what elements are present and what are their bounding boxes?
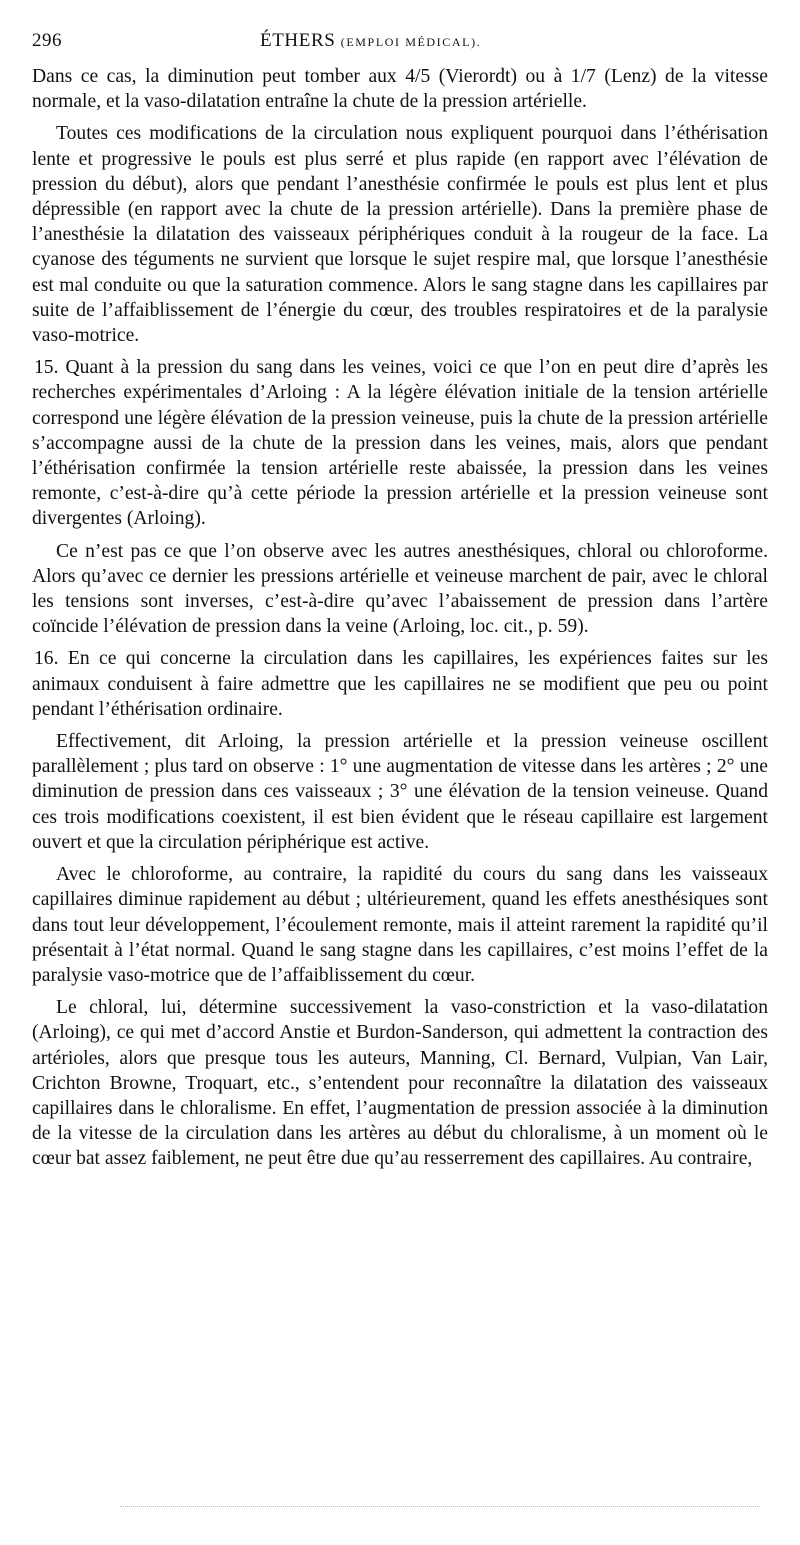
paragraph-section-15: 15. Quant à la pression du sang dans les veines, voici ce que l’on en peut dire d’après les recherches expérimentales d’Arloing : A la légère élévation initiale de la tension artérielle correspond une légère élévation de la pression veineuse, puis la chute de la pression artérielle s’accompagne aussi de la chute de la pression dans les veines, mais, alors que pendant l’éthérisation confirmée la tension artérielle reste abaissée, la pression dans les veines remonte, c’est-à-dire qu’à cette période la pression artérielle et la pression veineuse sont divergentes (Arloing). [32, 357, 768, 530]
book-page [32, 30, 768, 1172]
body-text [32, 64, 768, 1172]
paragraph-section-16: 16. En ce qui concerne la circulation dans les capillaires, les expériences faites sur les animaux conduisent à faire admettre que les capillaires ne se modifient que peu ou point pendant l’éthérisation ordinaire. [32, 648, 768, 720]
running-title [260, 30, 481, 52]
running-title-subtitle: (EMPLOI MÉDICAL). [340, 35, 482, 49]
paragraph-chloral: Le chloral, lui, détermine successivement la vaso-constriction et la vaso-dilatation (Arloing), ce qui met d’accord Anstie et Burdon-Sanderson, qui admettent la contraction des artérioles, alors que presque tous les auteurs, Manning, Cl. Bernard, Vulpian, Van Lair, Crichton Browne, Troquart, etc., s’entendent pour reconnaître la dilatation des vaisseaux capillaires dans le chloralisme. En effet, l’augmentation de pression associée à la diminution de la vitesse de la circulation dans les artères au début du chloralisme, à un moment où le cœur bat assez faiblement, ne peut être due qu’au resserrement des capillaires. Au contraire, [32, 997, 768, 1170]
running-head [32, 30, 768, 64]
paragraph-circulation-summary: Toutes ces modifications de la circulation nous expliquent pourquoi dans l’éthérisation lente et progressive le pouls est plus serré et plus rapide (en rapport avec l’élévation de pression du début), alors que pendant l’anesthésie confirmée le pouls est plus lent et plus dépressible (en rapport avec la chute de la pression artérielle). Dans la première phase de l’anesthésie la dilatation des vaisseaux périphériques conduit à la rougeur de la face. La cyanose des téguments ne survient que lorsque le sujet respire mal, que lorsque l’anesthésie est mal conduite ou que la saturation commence. Alors le sang stagne dans les capillaires par suite de l’affaiblissement de l’énergie du cœur, des troubles respiratoires et de la paralysie vaso-motrice. [32, 123, 768, 347]
page-number: 296 [32, 30, 62, 51]
running-title-main: ÉTHERS [260, 30, 336, 51]
paragraph-other-anesthetics: Ce n’est pas ce que l’on observe avec les autres anesthésiques, chloral ou chloroforme. Alors qu’avec ce dernier les pressions artérielle et veineuse marchent de pair, avec le chloral les tensions sont inverses, c’est-à-dire qu’avec l’abaissement de pression dans l’artère coïncide l’élévation de pression dans la veine (Arloing, loc. cit., p. 59). [32, 540, 768, 638]
paragraph-chloroform: Avec le chloroforme, au contraire, la rapidité du cours du sang dans les vaisseaux capillaires diminue rapidement au début ; ultérieurement, quand les effets anesthésiques sont dans tout leur développement, l’écoulement remonte, mais il atteint rarement la rapidité qu’il présentait à l’état normal. Quand le sang stagne dans les capillaires, c’est moins l’effet de la paralysie vaso-motrice que de l’affaiblissement du cœur. [32, 864, 768, 986]
faint-footer-rule [120, 1500, 760, 1507]
paragraph-arloing-observations: Effectivement, dit Arloing, la pression artérielle et la pression veineuse oscillent parallèlement ; plus tard on observe : 1° une augmentation de vitesse dans les artères ; 2° une diminution de pression dans ces vaisseaux ; 3° une élévation de la tension veineuse. Quand ces trois modifications coexistent, il est bien évident que le réseau capillaire est largement ouvert et que la circulation périphérique est active. [32, 731, 768, 853]
paragraph-continuation: Dans ce cas, la diminution peut tomber aux 4/5 (Vierordt) ou à 1/7 (Lenz) de la vitesse normale, et la vaso-dilatation entraîne la chute de la pression artérielle. [32, 66, 768, 113]
